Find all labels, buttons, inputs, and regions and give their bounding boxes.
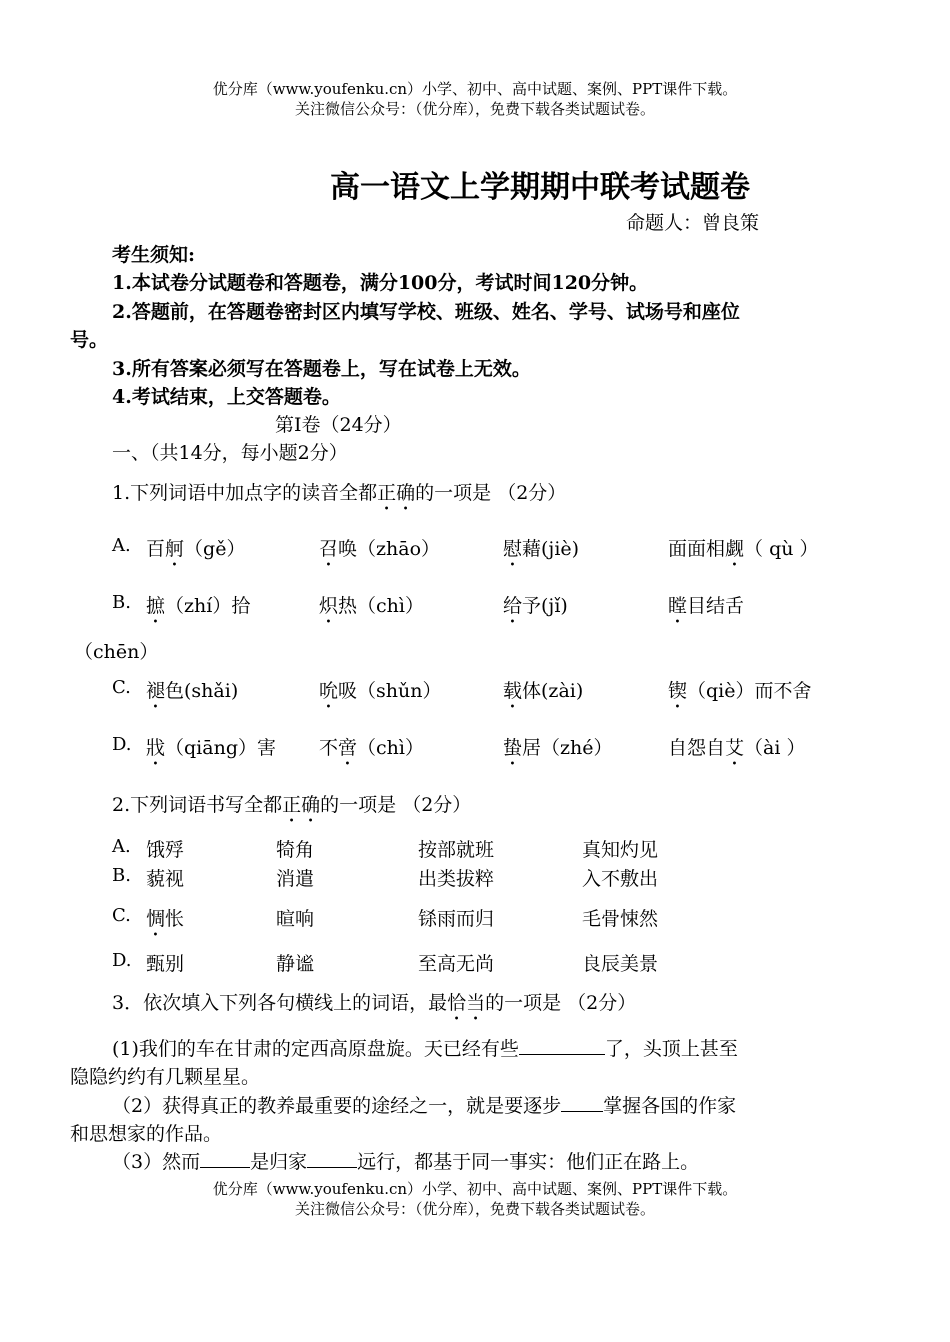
q1c1-dotted: 褪: [146, 680, 166, 702]
header-line-1: 优分库（www.youfenku.cn）小学、初中、高中试题、案例、PPT课件下载。: [212, 80, 738, 98]
q1d1-post: （qiāng）害: [165, 737, 276, 759]
q1-stem-part3: 的一项是 （2分）: [415, 482, 567, 504]
q1c4-dotted: 锲: [668, 680, 688, 702]
q3-s3-text-c: 远行，都基于同一事实：他们正在路上。: [357, 1151, 700, 1173]
q1-option-d-4: [668, 733, 805, 770]
q3-blank-3: [200, 1149, 250, 1168]
header-line-2: 关注微信公众号：（优分库），免费下载各类试题试卷。: [294, 100, 655, 118]
q1c1-post: 色(shǎi): [165, 680, 239, 702]
q2-b-word-3: 出类拔粹: [418, 868, 495, 890]
q2-stem-part3: 的一项是 （2分）: [320, 794, 472, 816]
q2-d-word-1: 甄别: [146, 953, 185, 975]
q3-s1-text-a: (1)我们的车在甘肃的定西高原盘旋。天已经有些: [112, 1038, 519, 1060]
notice-item-1: 1.本试卷分试题卷和答题卷，满分100分，考试时间120分钟。: [112, 272, 649, 294]
q1-option-a-label: A.: [112, 535, 131, 556]
q2-b-word-2: 消遣: [276, 868, 315, 890]
q1-option-a-1: [146, 534, 245, 571]
q2-a-word-3: 按部就班: [418, 839, 495, 861]
q1a1-post: （gě）: [184, 538, 246, 560]
q1-option-c-3: [503, 676, 583, 713]
q1b2-post: 热（chì）: [338, 595, 424, 617]
question-3-stem: [112, 988, 636, 1025]
section-part: 一、（共14分，每小题2分）: [112, 442, 348, 464]
q1-option-b-continuation: （chēn）: [74, 641, 159, 663]
q2-option-c-label: C.: [112, 905, 131, 926]
q1-option-a-3: [503, 534, 579, 571]
q2-b-word-4: 入不敷出: [582, 868, 659, 890]
section-title: 第Ⅰ卷（24分）: [275, 414, 402, 436]
q1b4-dotted: 瞠: [668, 595, 688, 617]
q2-a-word-1: 饿殍: [146, 839, 185, 861]
q2c1-post: 怅: [165, 908, 185, 930]
q2-d-word-3: 至高无尚: [418, 953, 495, 975]
q1b3-dotted: 给: [503, 595, 523, 617]
q3-sentence-1-line-1: [112, 1034, 738, 1061]
q2-option-a-label: A.: [112, 836, 131, 857]
q1b1-post: （zhí）拾: [165, 595, 251, 617]
q1-option-b-3: [503, 591, 568, 628]
q1c2-post: 吸（shǔn）: [338, 680, 442, 702]
q1-option-c-1: [146, 676, 238, 713]
question-1-stem: [112, 478, 566, 515]
author: 命题人：曾良策: [626, 212, 760, 234]
q2-c-word-4: 毛骨悚然: [582, 908, 659, 930]
q1d2-dotted: 啻: [338, 737, 358, 759]
q3-stem-emphasis: 恰当: [447, 992, 486, 1014]
q1-option-c-4: [668, 676, 812, 713]
q3-blank-4: [307, 1149, 357, 1168]
q2-c-word-3: 铩雨而归: [418, 908, 495, 930]
q1a2-post: 唤（zhāo）: [338, 538, 441, 560]
q1-stem-emphasis: 正确: [377, 482, 416, 504]
q1-option-b-1: [146, 591, 250, 628]
q1a4-post: （ qù ）: [744, 538, 819, 560]
q2-stem-part1: 2.下列词语书写全都: [112, 794, 283, 816]
q1d2-pre: 不: [319, 737, 339, 759]
notice-heading: 考生须知:: [112, 244, 196, 266]
q1a4-pre: 面面相: [668, 538, 726, 560]
footer-line-2: 关注微信公众号：（优分库），免费下载各类试题试卷。: [294, 1200, 655, 1218]
q1d2-post: （chì）: [357, 737, 424, 759]
q1d1-dotted: 戕: [146, 737, 166, 759]
q1-option-a-2: [319, 534, 440, 571]
notice-item-2a: 2.答题前，在答题卷密封区内填写学校、班级、姓名、学号、试场号和座位: [112, 301, 740, 323]
q1a2-dotted: 召: [319, 538, 339, 560]
q3-sentence-2-line-1: [112, 1091, 736, 1118]
q1d4-pre: 自怨自: [668, 737, 726, 759]
q2-d-word-2: 静谧: [276, 953, 315, 975]
q3-sentence-1-line-2: 隐隐约约有几颗星星。: [70, 1066, 261, 1088]
q3-stem-part1: 3．依次填入下列各句横线上的词语，最: [112, 992, 448, 1014]
q3-s3-text-a: （3）然而: [112, 1151, 201, 1173]
q2-c-word-2: 暄响: [276, 908, 315, 930]
q2-a-word-2: 犄角: [276, 839, 315, 861]
q3-stem-part3: 的一项是 （2分）: [485, 992, 637, 1014]
notice-item-2b: 号。: [70, 329, 109, 351]
q3-s2-text-b: 掌握各国的作家: [603, 1095, 737, 1117]
q1-option-d-3: [503, 733, 613, 770]
q1b4-post: 目结舌: [687, 595, 745, 617]
notice-item-4: 4.考试结束，上交答题卷。: [112, 386, 341, 408]
q2-option-d-label: D.: [112, 950, 132, 971]
q2-stem-emphasis: 正确: [282, 794, 321, 816]
q1-option-d-2: [319, 733, 424, 770]
q1c2-dotted: 吮: [319, 680, 339, 702]
q2-option-b-label: B.: [112, 865, 131, 886]
q1-option-a-4: [668, 534, 819, 571]
q1b3-post: 予(jǐ): [522, 595, 568, 617]
q1b1-dotted: 摭: [146, 595, 166, 617]
q1-option-d-1: [146, 733, 276, 770]
q1c4-post: （qiè）而不舍: [687, 680, 812, 702]
q3-sentence-3: [112, 1147, 699, 1174]
q1a3-dotted: 慰: [503, 538, 523, 560]
q2-a-word-4: 真知灼见: [582, 839, 659, 861]
q3-s3-text-b: 是归家: [250, 1151, 308, 1173]
q1d4-post: （ài ）: [744, 737, 806, 759]
q2-b-word-1: 藐视: [146, 868, 185, 890]
q3-blank-2: [561, 1093, 603, 1112]
q1a3-post: 藉(jiè): [522, 538, 580, 560]
q1c3-dotted: 载: [503, 680, 523, 702]
notice-item-3: 3.所有答案必须写在答题卷上，写在试卷上无效。: [112, 358, 531, 380]
q3-sentence-2-line-2: 和思想家的作品。: [70, 1123, 223, 1145]
q1d4-dotted: 艾: [725, 737, 745, 759]
footer-line-1: 优分库（www.youfenku.cn）小学、初中、高中试题、案例、PPT课件下载。: [212, 1180, 738, 1198]
q1-option-b-2: [319, 591, 424, 628]
q1-option-c-2: [319, 676, 441, 713]
q2-d-word-4: 良辰美景: [582, 953, 659, 975]
q2-c-word-1: [146, 904, 184, 941]
q1d3-dotted: 蛰: [503, 737, 523, 759]
q1a1-pre: 百: [146, 538, 166, 560]
q1-option-d-label: D.: [112, 734, 132, 755]
q1d3-post: 居（zhé）: [522, 737, 613, 759]
q1-option-b-4: [668, 591, 744, 628]
question-2-stem: [112, 790, 471, 827]
q2c1-dotted: 惆: [146, 908, 166, 930]
q1a1-dotted: 舸: [165, 538, 185, 560]
q3-s2-text-a: （2）获得真正的教养最重要的途经之一，就是要逐步: [112, 1095, 562, 1117]
q1a4-dotted: 觑: [725, 538, 745, 560]
q1-stem-part1: 1.下列词语中加点字的读音全都: [112, 482, 378, 504]
page-title: 高一语文上学期期中联考试题卷: [330, 170, 750, 205]
q3-s1-text-b: 了，头顶上甚至: [604, 1038, 738, 1060]
q1-option-b-label: B.: [112, 592, 131, 613]
q1c3-post: 体(zài): [522, 680, 584, 702]
q1b2-dotted: 炽: [319, 595, 339, 617]
q1-option-c-label: C.: [112, 677, 131, 698]
q3-blank-1: [519, 1036, 605, 1055]
